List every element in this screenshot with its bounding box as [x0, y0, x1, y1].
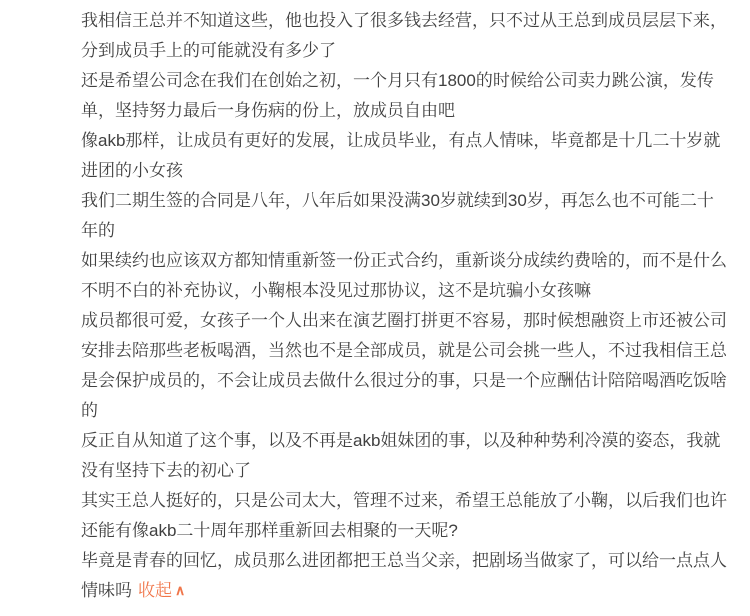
comment-paragraph: 还是希望公司念在我们在创始之初，一个月只有1800的时候给公司卖力跳公演，发传单，坚持努力最后一身伤病的份上，放成员自由吧 — [81, 71, 714, 120]
collapse-label: 收起 — [138, 581, 172, 600]
comment-paragraph: 我们二期生签的合同是八年，八年后如果没满30岁就续到30岁，再怎么也不可能二十年的 — [81, 191, 714, 240]
comment-body — [81, 6, 729, 606]
comment-paragraph: 我相信王总并不知道这些，他也投入了很多钱去经营，只不过从王总到成员层层下来，分到成员手上的可能就没有多少了 — [81, 11, 727, 60]
collapse-button[interactable] — [138, 581, 185, 600]
comment-paragraph: 成员都很可爱，女孩子一个人出来在演艺圈打拼更不容易，那时候想融资上市还被公司安排去陪那些老板喝酒，当然也不是全部成员，就是公司会挑一些人，不过我相信王总是会保护成员的，不会让成员去做什么很过分的事，只是一个应酬估计陪陪喝酒吃饭啥的 — [81, 311, 727, 420]
comment-paragraph: 反正自从知道了这个事，以及不再是akb姐妹团的事，以及种种势利冷漠的姿态，我就没有坚持下去的初心了 — [81, 431, 721, 480]
comment-paragraph: 像akb那样，让成员有更好的发展，让成员毕业，有点人情味，毕竟都是十几二十岁就进团的小女孩 — [81, 131, 721, 180]
comment-paragraph: 其实王总人挺好的，只是公司太大，管理不过来，希望王总能放了小鞠，以后我们也许还能有像akb二十周年那样重新回去相聚的一天呢? — [81, 491, 727, 540]
chevron-up-icon: ∧ — [175, 582, 186, 598]
comment-paragraph: 如果续约也应该双方都知情重新签一份正式合约，重新谈分成续约费啥的，而不是什么不明不白的补充协议，小鞠根本没见过那协议，这不是坑骗小女孩嘛 — [81, 251, 727, 300]
comment-paragraph-last — [81, 546, 729, 606]
comment-paragraph-text: 毕竟是青春的回忆，成员那么进团都把王总当父亲，把剧场当做家了，可以给一点点人情味吗 — [81, 551, 727, 600]
